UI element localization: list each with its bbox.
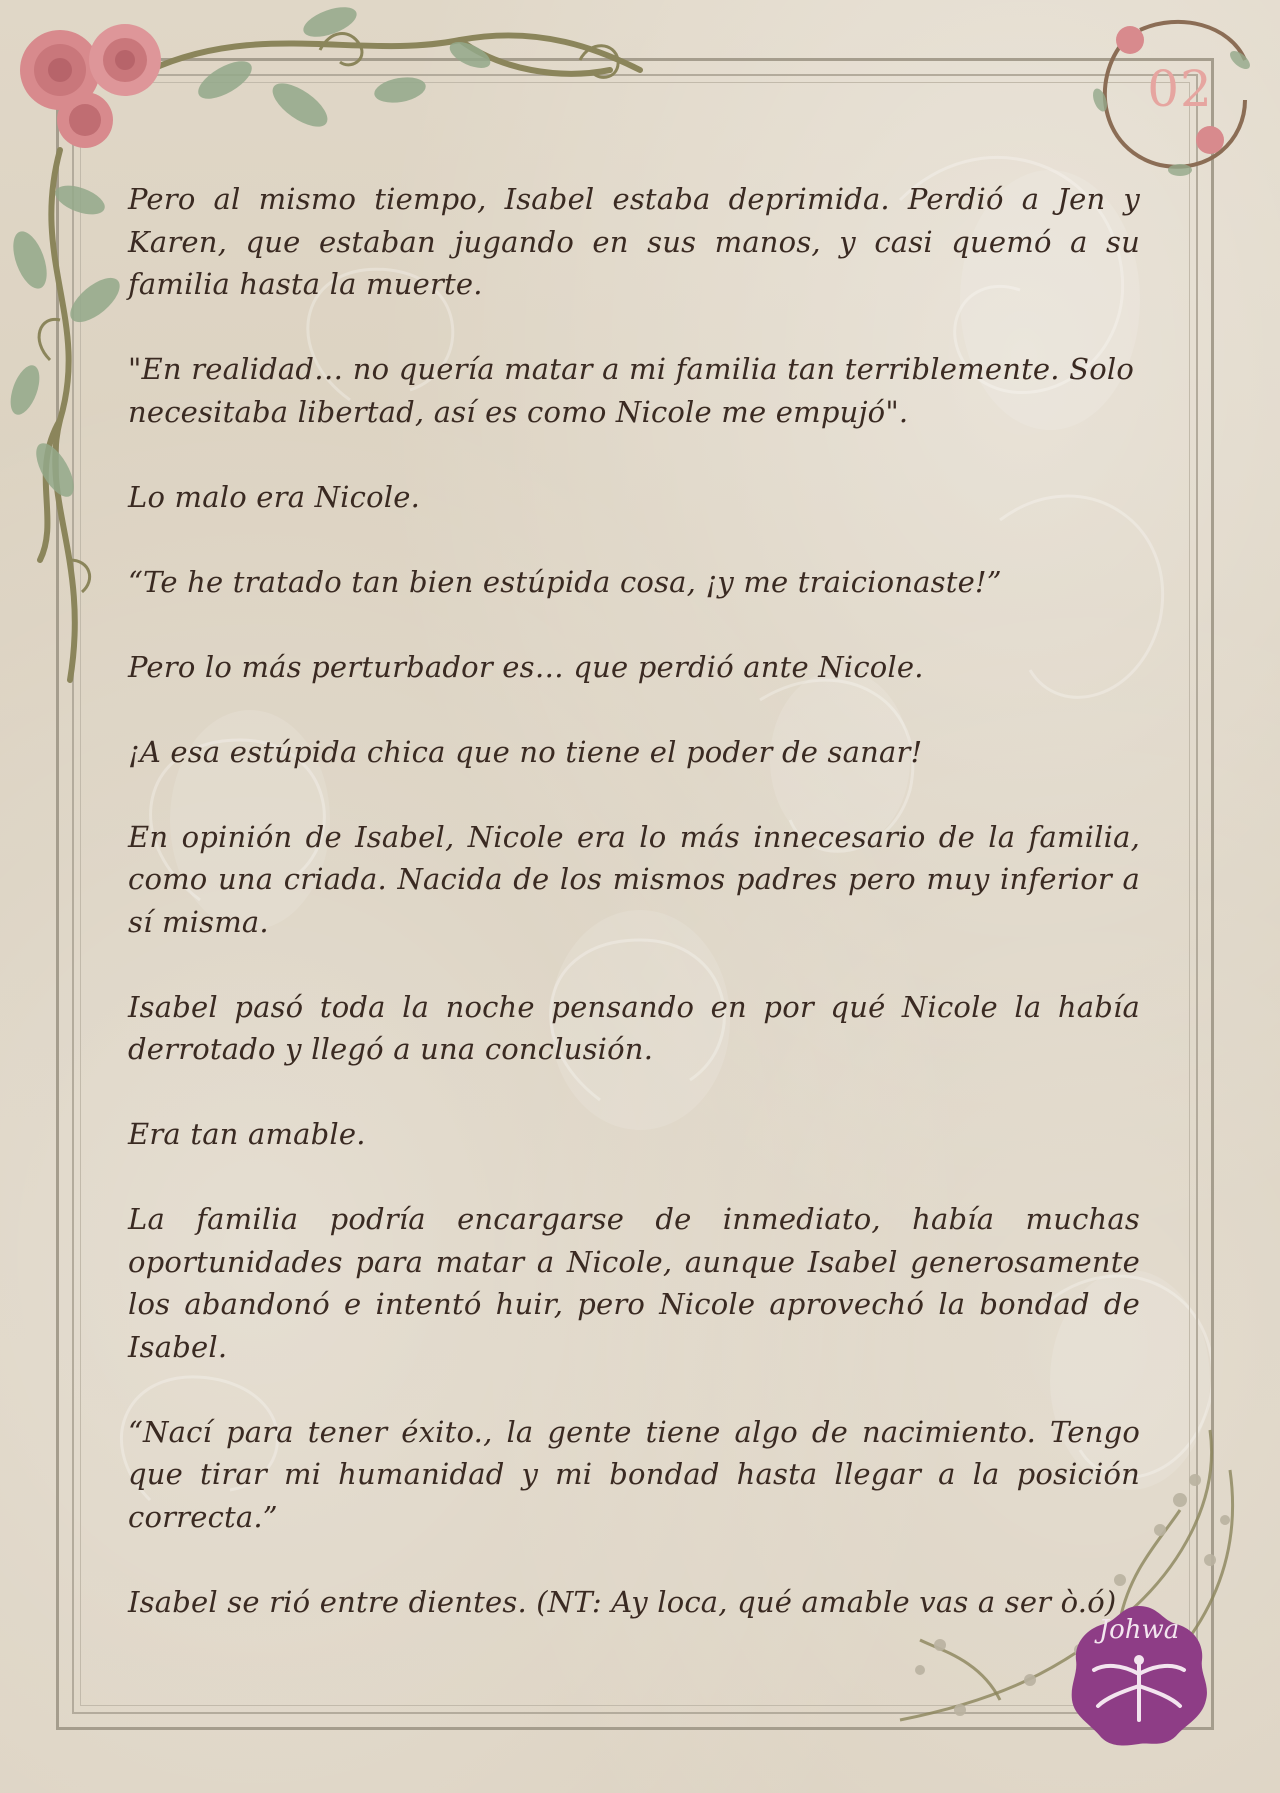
paragraph-1: Pero al mismo tiempo, Isabel estaba deprimida. Perdió a Jen y Karen, que estaban jugando en sus manos, y casi quemó a su familia hasta la muerte. <box>128 182 1140 301</box>
paragraph-12: Isabel se rió entre dientes. (NT: Ay loca, qué amable vas a ser ò.ó) <box>128 1584 1117 1619</box>
text-body <box>128 178 1140 1666</box>
seal-label: Johwa <box>1098 1615 1180 1645</box>
paragraph-8: Isabel pasó toda la noche pensando en por qué Nicole la había derrotado y llegó a una conclusión. <box>128 989 1140 1066</box>
paragraph-4: “Te he tratado tan bien estúpida cosa, ¡y me traicionaste!” <box>128 564 1002 599</box>
page-number: 02 <box>1147 60 1213 118</box>
paragraph-5: Pero lo más perturbador es… que perdió ante Nicole. <box>128 649 924 684</box>
paragraph-3: Lo malo era Nicole. <box>128 479 421 514</box>
paragraph-11: “Nací para tener éxito., la gente tiene algo de nacimiento. Tengo que tirar mi humanidad y mi bondad hasta llegar a la posición correcta.” <box>128 1414 1140 1534</box>
paragraph-2: "En realidad… no quería matar a mi familia tan terriblemente. Solo necesitaba libertad, así es como Nicole me empujó". <box>128 352 1134 429</box>
paragraph-6: ¡A esa estúpida chica que no tiene el poder de sanar! <box>128 734 923 769</box>
paragraph-9: Era tan amable. <box>128 1117 366 1151</box>
paragraph-7: En opinión de Isabel, Nicole era lo más innecesario de la familia, como una criada. Nacida de los mismos padres pero muy inferior a sí misma. <box>128 819 1140 939</box>
paragraph-10: La familia podría encargarse de inmediato, había muchas oportunidades para matar a Nicole, aunque Isabel generosamente los abandonó e intentó huir, pero Nicole aprovechó la bondad de Isabel. <box>128 1202 1140 1364</box>
